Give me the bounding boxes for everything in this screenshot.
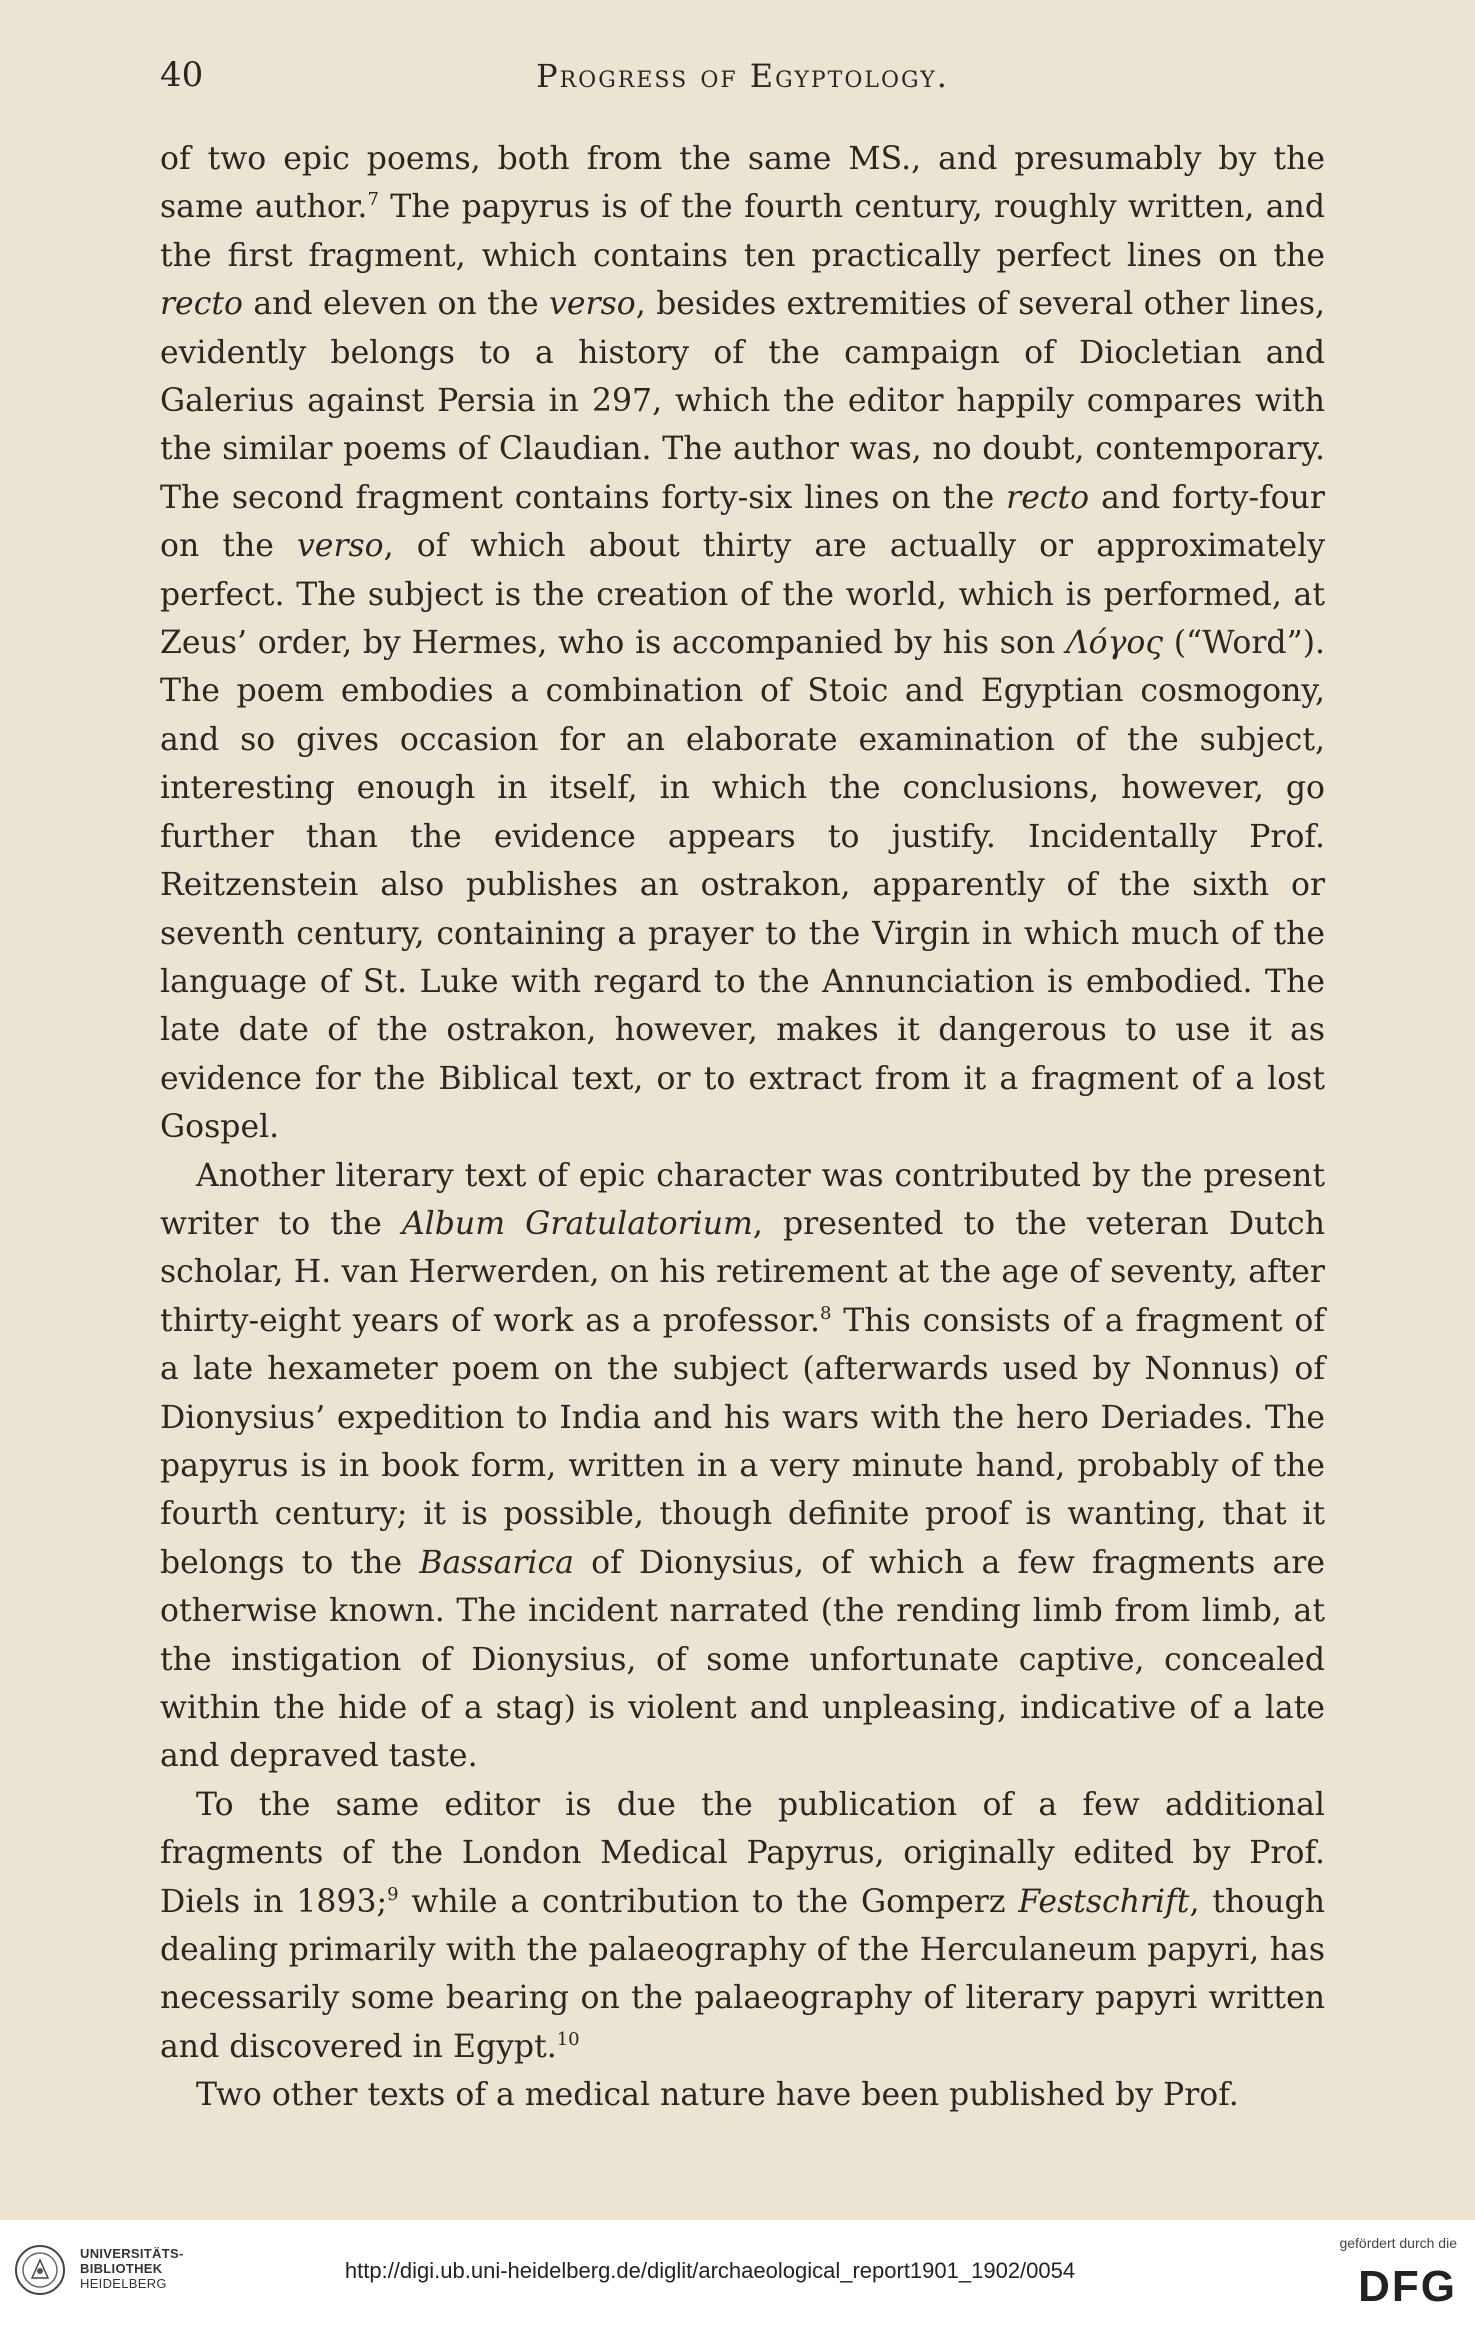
library-name — [80, 2246, 184, 2291]
text-run: of two epic poems, both from the same MS., and presumably by the same author. — [160, 141, 1325, 226]
permalink-url[interactable]: http://digi.ub.uni-heidelberg.de/diglit/archaeological_report1901_1902/0054 — [344, 2258, 1076, 2283]
paragraph-3 — [160, 1781, 1325, 2071]
text-run: To the same editor is due the publication of a few additional fragments of the London Medical Papyrus, originally edited by Prof. Diels in 1893; — [160, 1786, 1325, 1920]
paragraph-1 — [160, 135, 1325, 1152]
text-run: The papyrus is of the fourth century, roughly written, and the first fragment, which contains ten practically perfect lines on the — [160, 189, 1326, 274]
text-run: Two other texts of a medical nature have been published by Prof. — [196, 2077, 1239, 2114]
text-run: , though dealing primarily with the palaeography of the Herculaneum papyri, has necessarily some bearing on the palaeography of literary papyri written and discovered in Egypt. — [160, 1883, 1325, 2065]
italic-recto: recto — [160, 286, 243, 323]
library-name-line: UNIVERSITÄTS- — [80, 2246, 184, 2261]
italic-verso: verso — [549, 286, 636, 323]
dfg-funding-logo[interactable] — [1297, 2234, 1457, 2324]
text-run: (“Word”). The poem embodies a combination of Stoic and Egyptian cosmogony, and so gives occasion for an elaborate examination of the subject, interesting enough in itself, in which the conclusions, however, go further than the evidence appears to justify. Incidentally Prof. Reitzenstein also publishes an ostrakon, apparently of the sixth or seventh century, containing a prayer to the Virgin in which much of the language of St. Luke with regard to the Annunciation is embodied. The late date of the ostrakon, however, makes it dangerous to use it as evidence for the Biblical text, or to extract from it a fragment of a lost Gospel. — [160, 625, 1325, 1146]
text-run: This consists of a fragment of a late hexameter poem on the subject (afterwards used by Nonnus) of Dionysius’ expedition to India and his wars with the hero Deriades. The papyrus is in book form, written in a very minute hand, probably of the fourth century; it is possible, though definite proof is wanting, that it belongs to the — [160, 1302, 1325, 1581]
text-run: and eleven on the — [242, 286, 550, 323]
university-library-logo[interactable] — [14, 2242, 224, 2302]
italic-festschrift: Festschrift — [1018, 1883, 1190, 1920]
footnote-ref-9: 9 — [387, 1883, 399, 1905]
text-run: Another literary text of epic character was contributed by the present writer to the — [160, 1157, 1325, 1242]
body-text — [160, 135, 1325, 2120]
text-run: , of which about thirty are actually or approximately perfect. The subject is the creation of the world, which is performed, at Zeus’ order, by Hermes, who is accompanied by his son — [160, 528, 1325, 662]
funding-note: gefördert durch die — [1339, 2235, 1457, 2251]
text-run: , presented to the veteran Dutch scholar, H. van Herwerden, on his retirement at the age of seventy, after thirty-eight years of work as a professor. — [160, 1205, 1325, 1339]
italic-verso: verso — [297, 528, 384, 565]
library-seal-icon — [14, 2244, 66, 2296]
paragraph-4 — [160, 2071, 1325, 2119]
greek-logos: Λόγος — [1065, 625, 1164, 662]
italic-bassarica: Bassarica — [419, 1544, 574, 1581]
text-run: and forty-four on the — [160, 479, 1325, 565]
paragraph-2 — [160, 1152, 1325, 1781]
page-number: 40 — [160, 55, 204, 95]
italic-album-gratulatorium: Album Gratulatorium — [401, 1205, 753, 1242]
text-run: of Dionysius, of which a few fragments are otherwise known. The incident narrated (the rending limb from limb, at the instigation of Dionysius, of some unfortunate captive, concealed within the hide of a stag) is violent and unpleasing, indicative of a late and depraved taste. — [160, 1544, 1325, 1775]
text-run: while a contribution to the Gomperz — [398, 1883, 1019, 1920]
library-name-line: BIBLIOTHEK — [80, 2261, 163, 2276]
italic-recto: recto — [1006, 479, 1090, 516]
page-header — [160, 55, 1325, 105]
footnote-ref-10: 10 — [556, 2028, 580, 2050]
footnote-ref-8: 8 — [820, 1302, 832, 1324]
running-title: Progress of Egyptology. — [536, 57, 949, 95]
dfg-logo-text: DFG — [1358, 2262, 1457, 2311]
digitization-footer — [0, 2220, 1475, 2335]
library-name-line: HEIDELBERG — [80, 2276, 167, 2291]
text-run: , besides extremities of several other lines, evidently belongs to a history of the campaign of Diocletian and Galerius against Persia in 297, which the editor happily compares with the similar poems of Claudian. The author was, no doubt, contemporary. The second fragment contains forty-six lines on the — [160, 286, 1325, 516]
footnote-ref-7: 7 — [367, 189, 379, 211]
